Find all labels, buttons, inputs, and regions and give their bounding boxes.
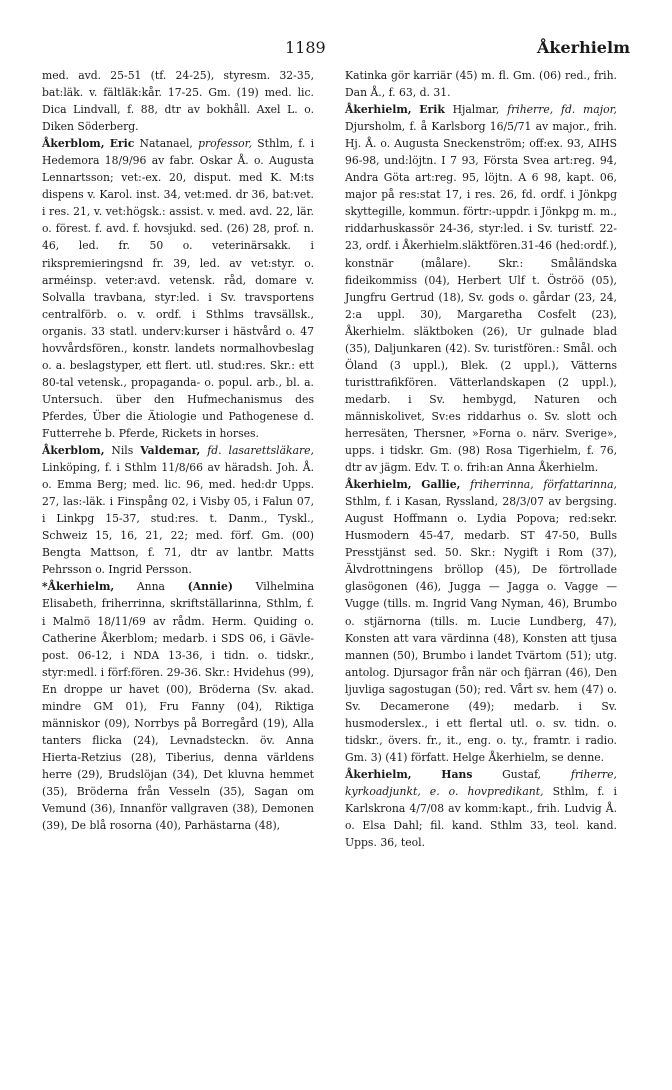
entry-given-name-rest: (Annie) [187, 580, 233, 594]
entry-given-name: Anna [136, 580, 165, 594]
entry [42, 135, 314, 442]
entry-text: Sthlm, f. i Karlskrona 4/7/08 av komm:kapt., frih. Ludvig Å. o. Elsa Dahl; fil. kand. Sthlm 33, teol. kand. Upps. 36, teol. [345, 784, 617, 850]
entry-text: med. avd. 25-51 (tf. 24-25), styresm. 32-35, bat:läk. v. fältläk:kår. 17-25. Gm. (19) med. lic. Dica Lindvall, f. 88, dtr av bokhåll. Axel L. o. Diken Söderberg. [42, 69, 314, 134]
entry-continuation [42, 67, 314, 135]
entry-title: fd. lasarettsläkare, [207, 444, 314, 458]
entry-title: friherre, kyrkoadjunkt, e. o. hovpredikant, [345, 767, 617, 798]
entry-text: Linköping, f. i Sthlm 11/8/66 av häradsh. Joh. Å. o. Emma Berg; med. lic. 96, med. hed:dr Upps. 27, las:-läk. i Finspång 02, i Visby 05, i Falun 07, i Linkpg 15-37, stud:res. t. Danm., Tyskl., Schweiz 15, 16, 21, 22; med. förf. Gm. (00) Bengta Mattson, f. 71, dtr av lantbr. Matts Pehrsson o. Ingrid Persson. [42, 461, 314, 577]
right-column [345, 67, 617, 851]
entry-given-name-rest: Valdemar, [140, 444, 201, 458]
entry-given-name: Erik [419, 103, 445, 117]
entry-continuation [345, 67, 617, 101]
entry-surname: Åkerblom, [42, 137, 105, 151]
page-number: 1189 [285, 38, 326, 57]
page-header [0, 38, 672, 62]
entry-given-name-rest: Natanael, [139, 137, 193, 151]
left-column [42, 67, 314, 834]
entry-title: friherrinna, författarinna, [470, 478, 617, 492]
entry [345, 476, 617, 766]
entry [42, 442, 314, 578]
entry [42, 578, 314, 834]
entry-title: professor, [198, 137, 253, 151]
entry-surname: Åkerblom, [42, 444, 105, 458]
entry-title: friherre, fd. major, [507, 103, 617, 117]
entry [345, 101, 617, 476]
entry-text: Sthlm, f. i Hedemora 18/9/96 av fabr. Oskar Å. o. Augusta Lennartsson; vet:-ex. 20, disput. med K. M:ts dispens v. Karol. inst. 34, vet:med. dr 36, bat:vet. i res. 21, v. vet:högsk.: assist. v. med. avd. 22, lär. o. förest. f. avd. f. hovsjukd. sed. (26) 28, prof. n. 46, led. fr. 50 o. veterinärsakk. i rikspremieringsnd fr. 39, led. av vet:styr. o. arméinsp. veter:avd. vetensk. råd, domare v. Solvalla travbana, styr:led. i Sv. travsportens centralförb. o. v. ordf. i Sthlms travsällsk., organis. 33 statl. underv:kurser i hästvård o. 47 hovvårdsfören., konstr. landets normalhovbeslag o. a. beslagstyper, ett flert. utl. stud:res. Skr.: ett 80-tal vetensk., propaganda- o. popul. arb., bl. a. Untersuch. über den Hufmechanismus des Pferdes, Über die Ätiologie und Pathogenese d. Futterrehe b. Pferde, Rickets in horses. [42, 137, 315, 440]
entry-text: Sthlm, f. i Kasan, Ryssland, 28/3/07 av bergsing. August Hoffmann o. Lydia Popova; red:sekr. Husmodern 45-47, medarb. ST 47-50, Bulls Presstjänst sed. 50. Skr.: Nygift i Rom (37), Älvdrottningens bröllop (45), De förtrollade glasögonen (46), Jugga — Jagga o. Vagge — Vugge (tills. m. Ingrid Vang Nyman, 46), Brumbo o. stjärnorna (tills. m. Lucie Lundberg, 47), Konsten att vara värdinna (48), Konsten att tjusa mannen (50), Brumbo i landet Tvärtom (51); utg. antolog. Djursagor från när och fjärran (46), Den ljuvliga sagostugan (50); red. Vårt sv. hem (47) o. Sv. Decamerone (49); medarb. i Sv. husmoderslex., i ett flertal utl. o. sv. tidn. o. tidskr., övers. fr., it., eng. o. ty., framtr. i radio. Gm. 3) (41) författ. Helge Åkerhielm, se denne. [345, 495, 617, 764]
entry-surname: Åkerhielm, [345, 478, 412, 492]
entry [345, 766, 617, 851]
entry-given-name: Gallie, [421, 478, 461, 492]
entry-surname: Åkerhielm, [345, 103, 412, 117]
entry-given-name: Nils [111, 444, 134, 458]
entry-text: Vilhelmina Elisabeth, friherrinna, skriftställarinna, Sthlm, f. i Malmö 18/11/69 av rådm. Herm. Quiding o. Catherine Åkerblom; medarb. i SDS 06, i Gävle-post. 06-12, i NDA 13-36, i tidn. o. tidskr., styr:medl. i förf:fören. 29-36. Skr.: Hvidehus (99), En droppe ur havet (00), Bröderna (Sv. akad. mindre GM 01), Fru Fanny (04), Riktiga människor (09), Norrbys på Borregård (19), Alla tanters flicka (24), Levnadsteckn. öv. Anna Hierta-Retzius (28), Tiberius, denna världens herre (29), Brudslöjan (34), Det kluvna hemmet (35), Bröderna från Vesseln (35), Sagan om Vemund (36), Innanför vallgraven (38), Demonen (39), De blå rosorna (40), Parhästarna (48), [42, 580, 315, 833]
running-head: Åkerhielm [536, 38, 630, 57]
entry-given-name-rest: Gustaf, [502, 767, 542, 781]
entry-given-name: Eric [109, 137, 135, 151]
entry-given-name-rest: Hjalmar, [452, 103, 500, 117]
entry-surname: Åkerhielm, [345, 767, 412, 781]
entry-surname: *Åkerhielm, [42, 580, 115, 594]
entry-given-name: Hans [441, 767, 473, 781]
entry-text: Katinka gör karriär (45) m. fl. Gm. (06) red., frih. Dan Å., f. 63, d. 31. [345, 69, 617, 100]
entry-text: Djursholm, f. å Karlsborg 16/5/71 av major., frih. Hj. Å. o. Augusta Sneckenström; off:ex. 93, AIHS 96-98, und:löjtn. I 7 93, Första Svea art:reg. 94, Andra Göta art:reg. 95, löjtn. A 6 98, kapt. 06, major på res:stat 17, i res. 26, fd. ordf. i Jönkpg skyttegille, kommun. förtr:-uppdr. i Jönkpg m. m., riddarhuskassör 24-36, styr:led. i Sv. turistf. 22-23, ordf. i Åkerhielm.släktfören.31-46 (hed:ordf.), konstnär (målare). Skr.: Småländska fideikommiss (04), Herbert Ulf t. Öströö (05), Jungfru Gertrud (18), Sv. gods o. gårdar (23, 24, 2:a uppl. 30), Margaretha Cosfelt (23), Åkerhielm. släktboken (26), Ur gulnade blad (35), Daljunkaren (42). Sv. turistfören.: Smål. och Öland (3 uppl.), Blek. (2 uppl.), Vätterns turisttrafikfören. Vätterlandskapen (2 uppl.), medarb. i Sv. hembygd, Naturen och människolivet, Sv:es riddarhus o. Sv. slott och herresäten, Thersner, »Forna o. närv. Sverige», upps. i tidskr. Gm. (98) Rosa Tigerhielm, f. 76, dtr av jägm. Edv. T. o. frih:an Anna Åkerhielm. [345, 120, 617, 475]
